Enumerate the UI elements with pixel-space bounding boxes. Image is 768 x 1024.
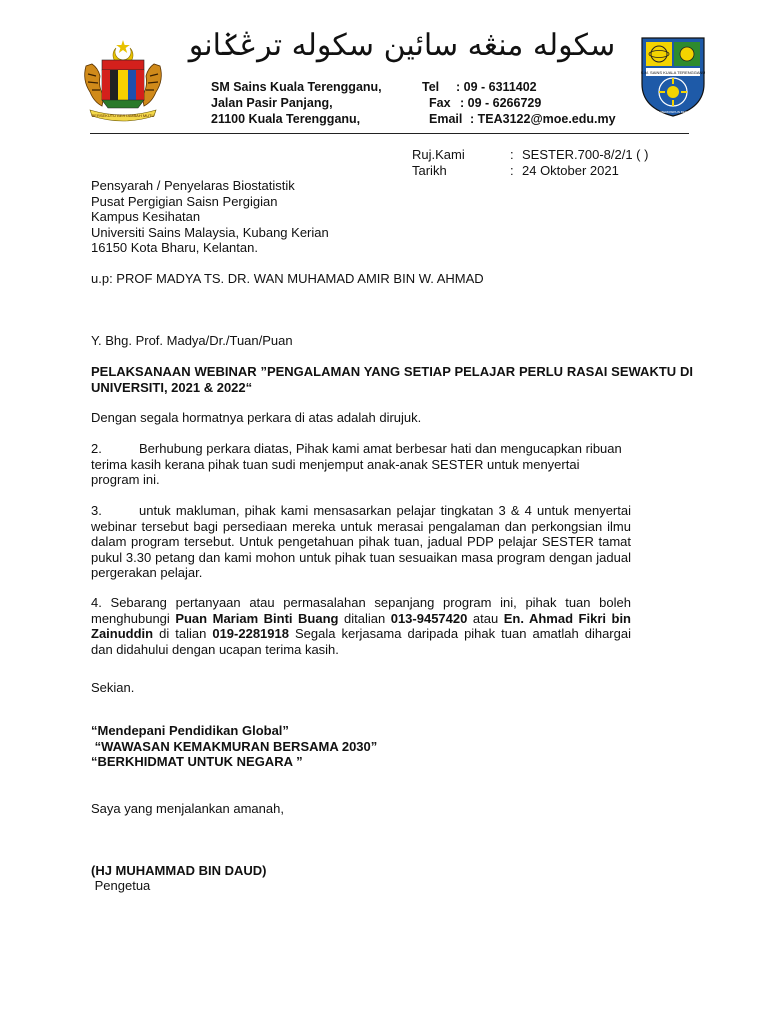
- signatory-title: Pengetua: [91, 878, 151, 893]
- date-label: Tarikh: [412, 163, 447, 178]
- address-line-2: 21100 Kuala Terengganu,: [211, 112, 361, 126]
- logo-banner-text: S.M. SAINS KUALA TERENGGANU: [640, 70, 706, 75]
- school-name: SM Sains Kuala Terengganu,: [211, 80, 382, 94]
- address-line-1: Jalan Pasir Panjang,: [211, 96, 333, 110]
- date-value: 24 Oktober 2021: [522, 163, 619, 178]
- motto-line-2: “WAWASAN KEMAKMURAN BERSAMA 2030”: [91, 738, 378, 754]
- motto-block: [91, 723, 377, 770]
- paragraph-2-text: Berhubung perkara diatas, Pihak kami amat berbesar hati dan mengucapkan ribuan terima kasih kerana pihak tuan sudi menjemput anak-anak SESTER untuk menyertai program ini.: [91, 441, 622, 487]
- subject-heading: PELAKSANAAN WEBINAR ”PENGALAMAN YANG SETIAP PELAJAR PERLU RASAI SEWAKTU DI UNIVERSITI, 2021 & 2022“: [91, 364, 693, 395]
- date-colon: :: [510, 163, 514, 178]
- header-divider: [90, 133, 689, 134]
- recipient-line-1: Pensyarah / Penyelaras Biostatistik: [91, 178, 295, 193]
- paragraph-4-part4: di talian: [153, 626, 213, 641]
- fax-value: : 09 - 6266729: [460, 96, 542, 110]
- paragraph-2-number: 2.: [91, 441, 102, 456]
- ref-value: SESTER.700-8/2/1 ( ): [522, 147, 649, 162]
- signatory-name: (HJ MUHAMMAD BIN DAUD): [91, 863, 267, 878]
- crest-ribbon-text: BERSEKUTU BERTAMBAH MUTU: [91, 113, 155, 118]
- paragraph-3-number: 3.: [91, 503, 102, 518]
- salutation: Y. Bhg. Prof. Madya/Dr./Tuan/Puan: [91, 333, 293, 348]
- ref-colon: :: [510, 147, 514, 162]
- recipient-line-3: Kampus Kesihatan: [91, 209, 201, 224]
- paragraph-4-part2: ditalian: [338, 610, 391, 626]
- ref-label: Ruj.Kami: [412, 147, 465, 162]
- email-value: : TEA3122@moe.edu.my: [470, 112, 616, 126]
- contact-1-name: Puan Mariam Binti Buang: [175, 610, 339, 626]
- coat-of-arms-logo: [80, 36, 166, 122]
- paragraph-3: [91, 503, 631, 581]
- recipient-line-5: 16150 Kota Bharu, Kelantan.: [91, 240, 258, 255]
- tel-label: Tel: [422, 80, 440, 94]
- recipient-line-2: Pusat Pergigian Saisn Pergigian: [91, 193, 278, 209]
- recipient-line-4: Universiti Sains Malaysia, Kubang Kerian: [91, 224, 329, 240]
- paragraph-4-part1: 4. Sebarang pertanyaan atau permasalahan sepanjang program ini, pihak tuan boleh menghubungi: [91, 595, 631, 626]
- contact-1-phone: 013-9457420: [390, 610, 468, 626]
- jawi-school-name: سكوله منڠه سائين سكوله ترڠݢانو: [188, 28, 616, 63]
- fax-label: Fax: [429, 96, 451, 110]
- closing-line: Sekian.: [91, 680, 135, 695]
- email-label: Email: [429, 112, 463, 126]
- paragraph-3-text: untuk makluman, pihak kami mensasarkan pelajar tingkatan 3 & 4 untuk menyertai webinar tersebut bagi persediaan mereka untuk merasai pengalaman dan perkongsian ilmu dalam program tersebut. Untuk pengetahuan pihak tuan, jadual PDP pelajar SESTER tamat pukul 3.30 petang dan kami mohon untuk pihak tuan sesuaikan masa program dengan jadual pergerakan pelajar.: [91, 503, 631, 580]
- attention-line: u.p: PROF MADYA TS. DR. WAN MUHAMAD AMIR BIN W. AHMAD: [91, 271, 484, 286]
- signoff-line: Saya yang menjalankan amanah,: [91, 801, 284, 816]
- school-logo: [638, 34, 708, 118]
- recipient-address: [91, 178, 329, 256]
- tel-value: : 09 - 6311402: [456, 80, 537, 94]
- logo-ring-text: BERILMU BERDISIPLIN BERAKHLAK: [647, 110, 699, 114]
- contact-2-phone: 019-2281918: [212, 626, 289, 641]
- motto-line-1: “Mendepani Pendidikan Global”: [91, 723, 289, 738]
- contact-2-name: En. Ahmad Fikri bin Zainuddin: [91, 610, 631, 641]
- paragraph-4: [91, 595, 631, 657]
- paragraph-2: [91, 441, 631, 488]
- motto-line-3: “BERKHIDMAT UNTUK NEGARA ”: [91, 754, 303, 769]
- paragraph-4-part3: atau: [467, 610, 504, 626]
- paragraph-4-part5: Segala kerjasama daripada pihak tuan amatlah dihargai dan didahului dengan ucapan terima kasih.: [91, 626, 631, 657]
- opening-line: Dengan segala hormatnya perkara di atas adalah dirujuk.: [91, 410, 422, 425]
